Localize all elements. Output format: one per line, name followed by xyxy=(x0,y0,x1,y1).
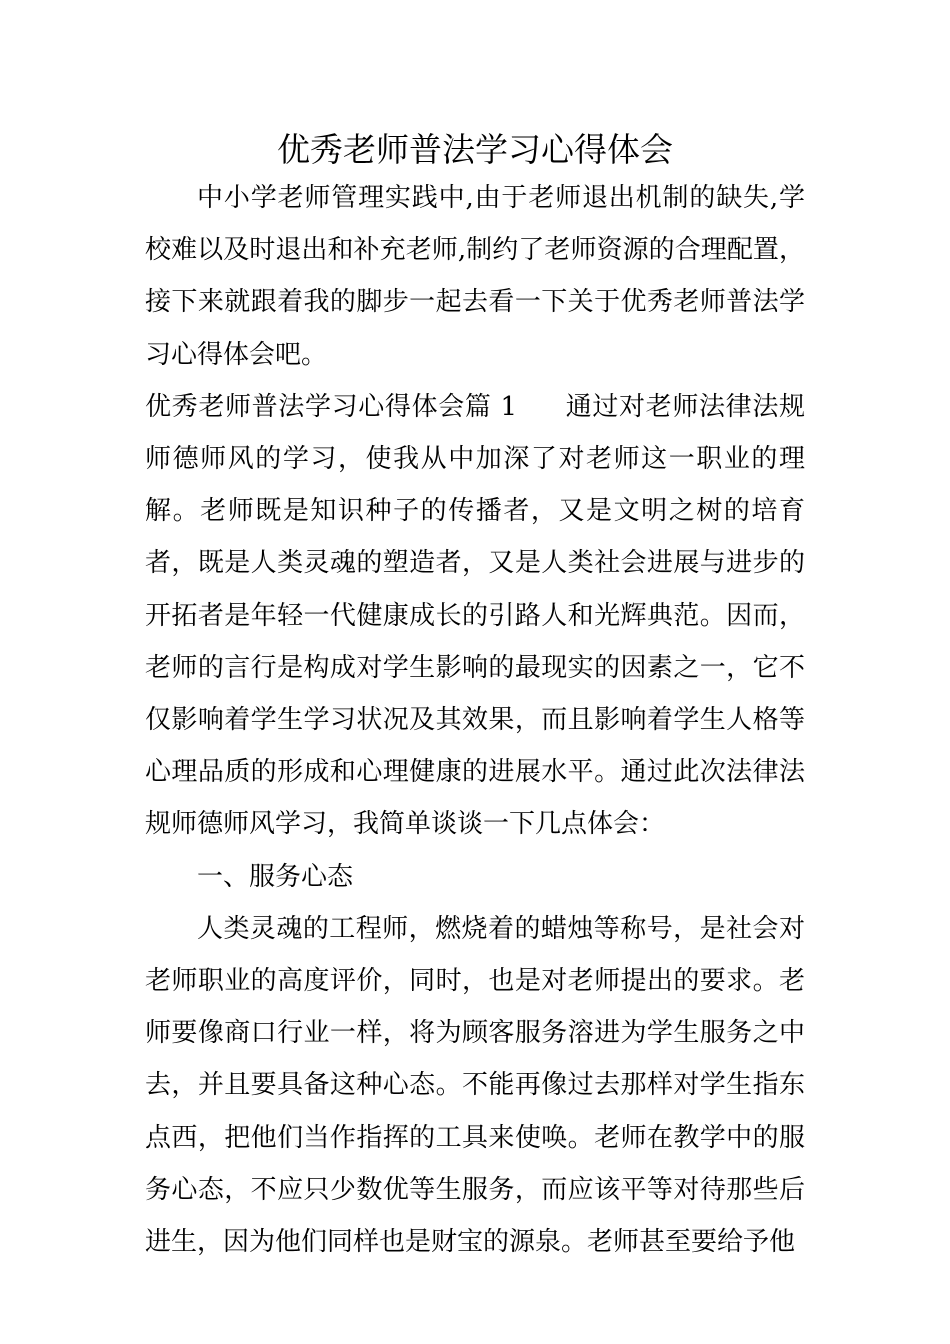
chapter-block xyxy=(145,381,805,851)
chapter-label: 优秀老师普法学习心得体会篇 1 xyxy=(145,391,518,422)
section-heading: 一、服务心态 xyxy=(197,861,354,892)
chapter-first-paragraph: 通过对老师法律法规师德师风的学习，使我从中加深了对老师这一职业的理解。老师既是知识种子的传播者，又是文明之树的培育者，既是人类灵魂的塑造者，又是人类社会进展与进步的开拓者是年轻一代健康成长的引路人和光辉典范。因而，老师的言行是构成对学生影响的最现实的因素之一，它不仅影响着学生学习状况及其效果，而且影响着学生人格等心理品质的形成和心理健康的进展水平。通过此次法律法规师德师风学习，我简单谈谈一下几点体会： xyxy=(145,391,805,840)
document-body xyxy=(145,172,805,1268)
section-paragraph: 人类灵魂的工程师，燃烧着的蜡烛等称号，是社会对老师职业的高度评价，同时，也是对老师提出的要求。老师要像商口行业一样，将为顾客服务溶进为学生服务之中去，并且要具备这种心态。不能再像过去那样对学生指东点西，把他们当作指挥的工具来使唤。老师在教学中的服务心态，不应只少数优等生服务，而应该平等对待那些后进生，因为他们同样也是财宝的源泉。老师甚至要给予他 xyxy=(145,913,805,1258)
intro-paragraph: 中小学老师管理实践中,由于老师退出机制的缺失,学校难以及时退出和补充老师,制约了老师资源的合理配置，接下来就跟着我的脚步一起去看一下关于优秀老师普法学习心得体会吧。 xyxy=(145,183,805,370)
document-title: 优秀老师普法学习心得体会 xyxy=(277,130,673,169)
